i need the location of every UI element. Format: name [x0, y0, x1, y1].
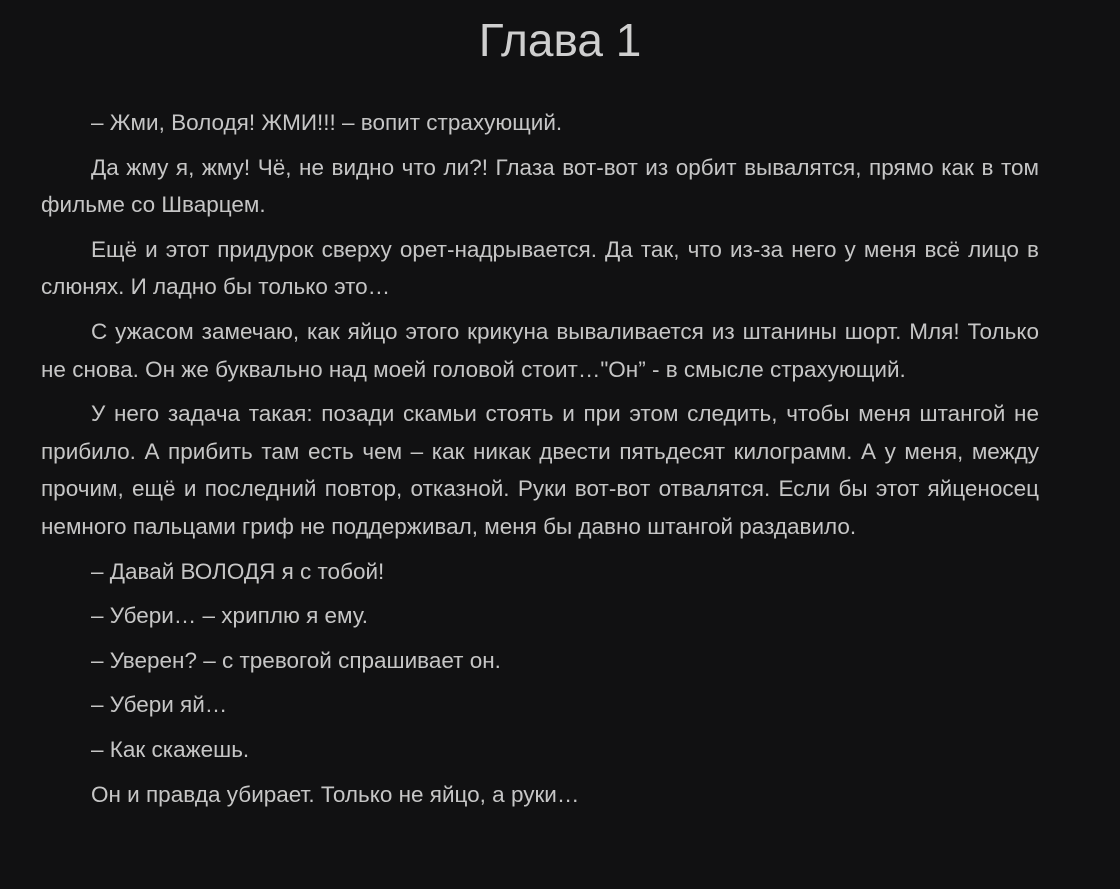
paragraph: – Уверен? – с тревогой спрашивает он. [91, 647, 501, 673]
paragraph: – Как скажешь. [91, 736, 250, 762]
paragraph: У него задача такая: позади скамьи стоять и при этом следить, чтобы меня штангой не прибило. А прибить там есть чем – как никак двести пятьдесят килограмм. А у меня, между прочим, ещё и последний повтор, отказной. Руки вот-вот отвалятся. Если бы этот яйценосец немного пальцами гриф не поддерживал, меня бы давно штангой раздавило. [41, 401, 1039, 539]
paragraph: Ещё и этот придурок сверху орет-надрывается. Да так, что из-за него у меня всё лицо в слюнях. И ладно бы только это… [41, 236, 1039, 300]
paragraph: С ужасом замечаю, как яйцо этого крикуна вываливается из штанины шорт. Мля! Только не снова. Он же буквально над моей головой стоит…"Он” - в смысле страхующий. [41, 318, 1039, 382]
chapter-title: Глава 1 [478, 14, 642, 66]
paragraph: – Убери… – хриплю я ему. [91, 603, 368, 629]
paragraph: – Давай ВОЛОДЯ я с тобой! [91, 558, 385, 584]
paragraph: – Убери яй… [91, 692, 228, 718]
chapter-text [41, 104, 1039, 820]
paragraph: Да жму я, жму! Чё, не видно что ли?! Глаза вот-вот из орбит вывалятся, прямо как в том фильме со Шварцем. [41, 154, 1039, 218]
paragraph: – Жми, Володя! ЖМИ!!! – вопит страхующий. [91, 110, 563, 135]
paragraph: Он и правда убирает. Только не яйцо, а руки… [91, 781, 580, 807]
